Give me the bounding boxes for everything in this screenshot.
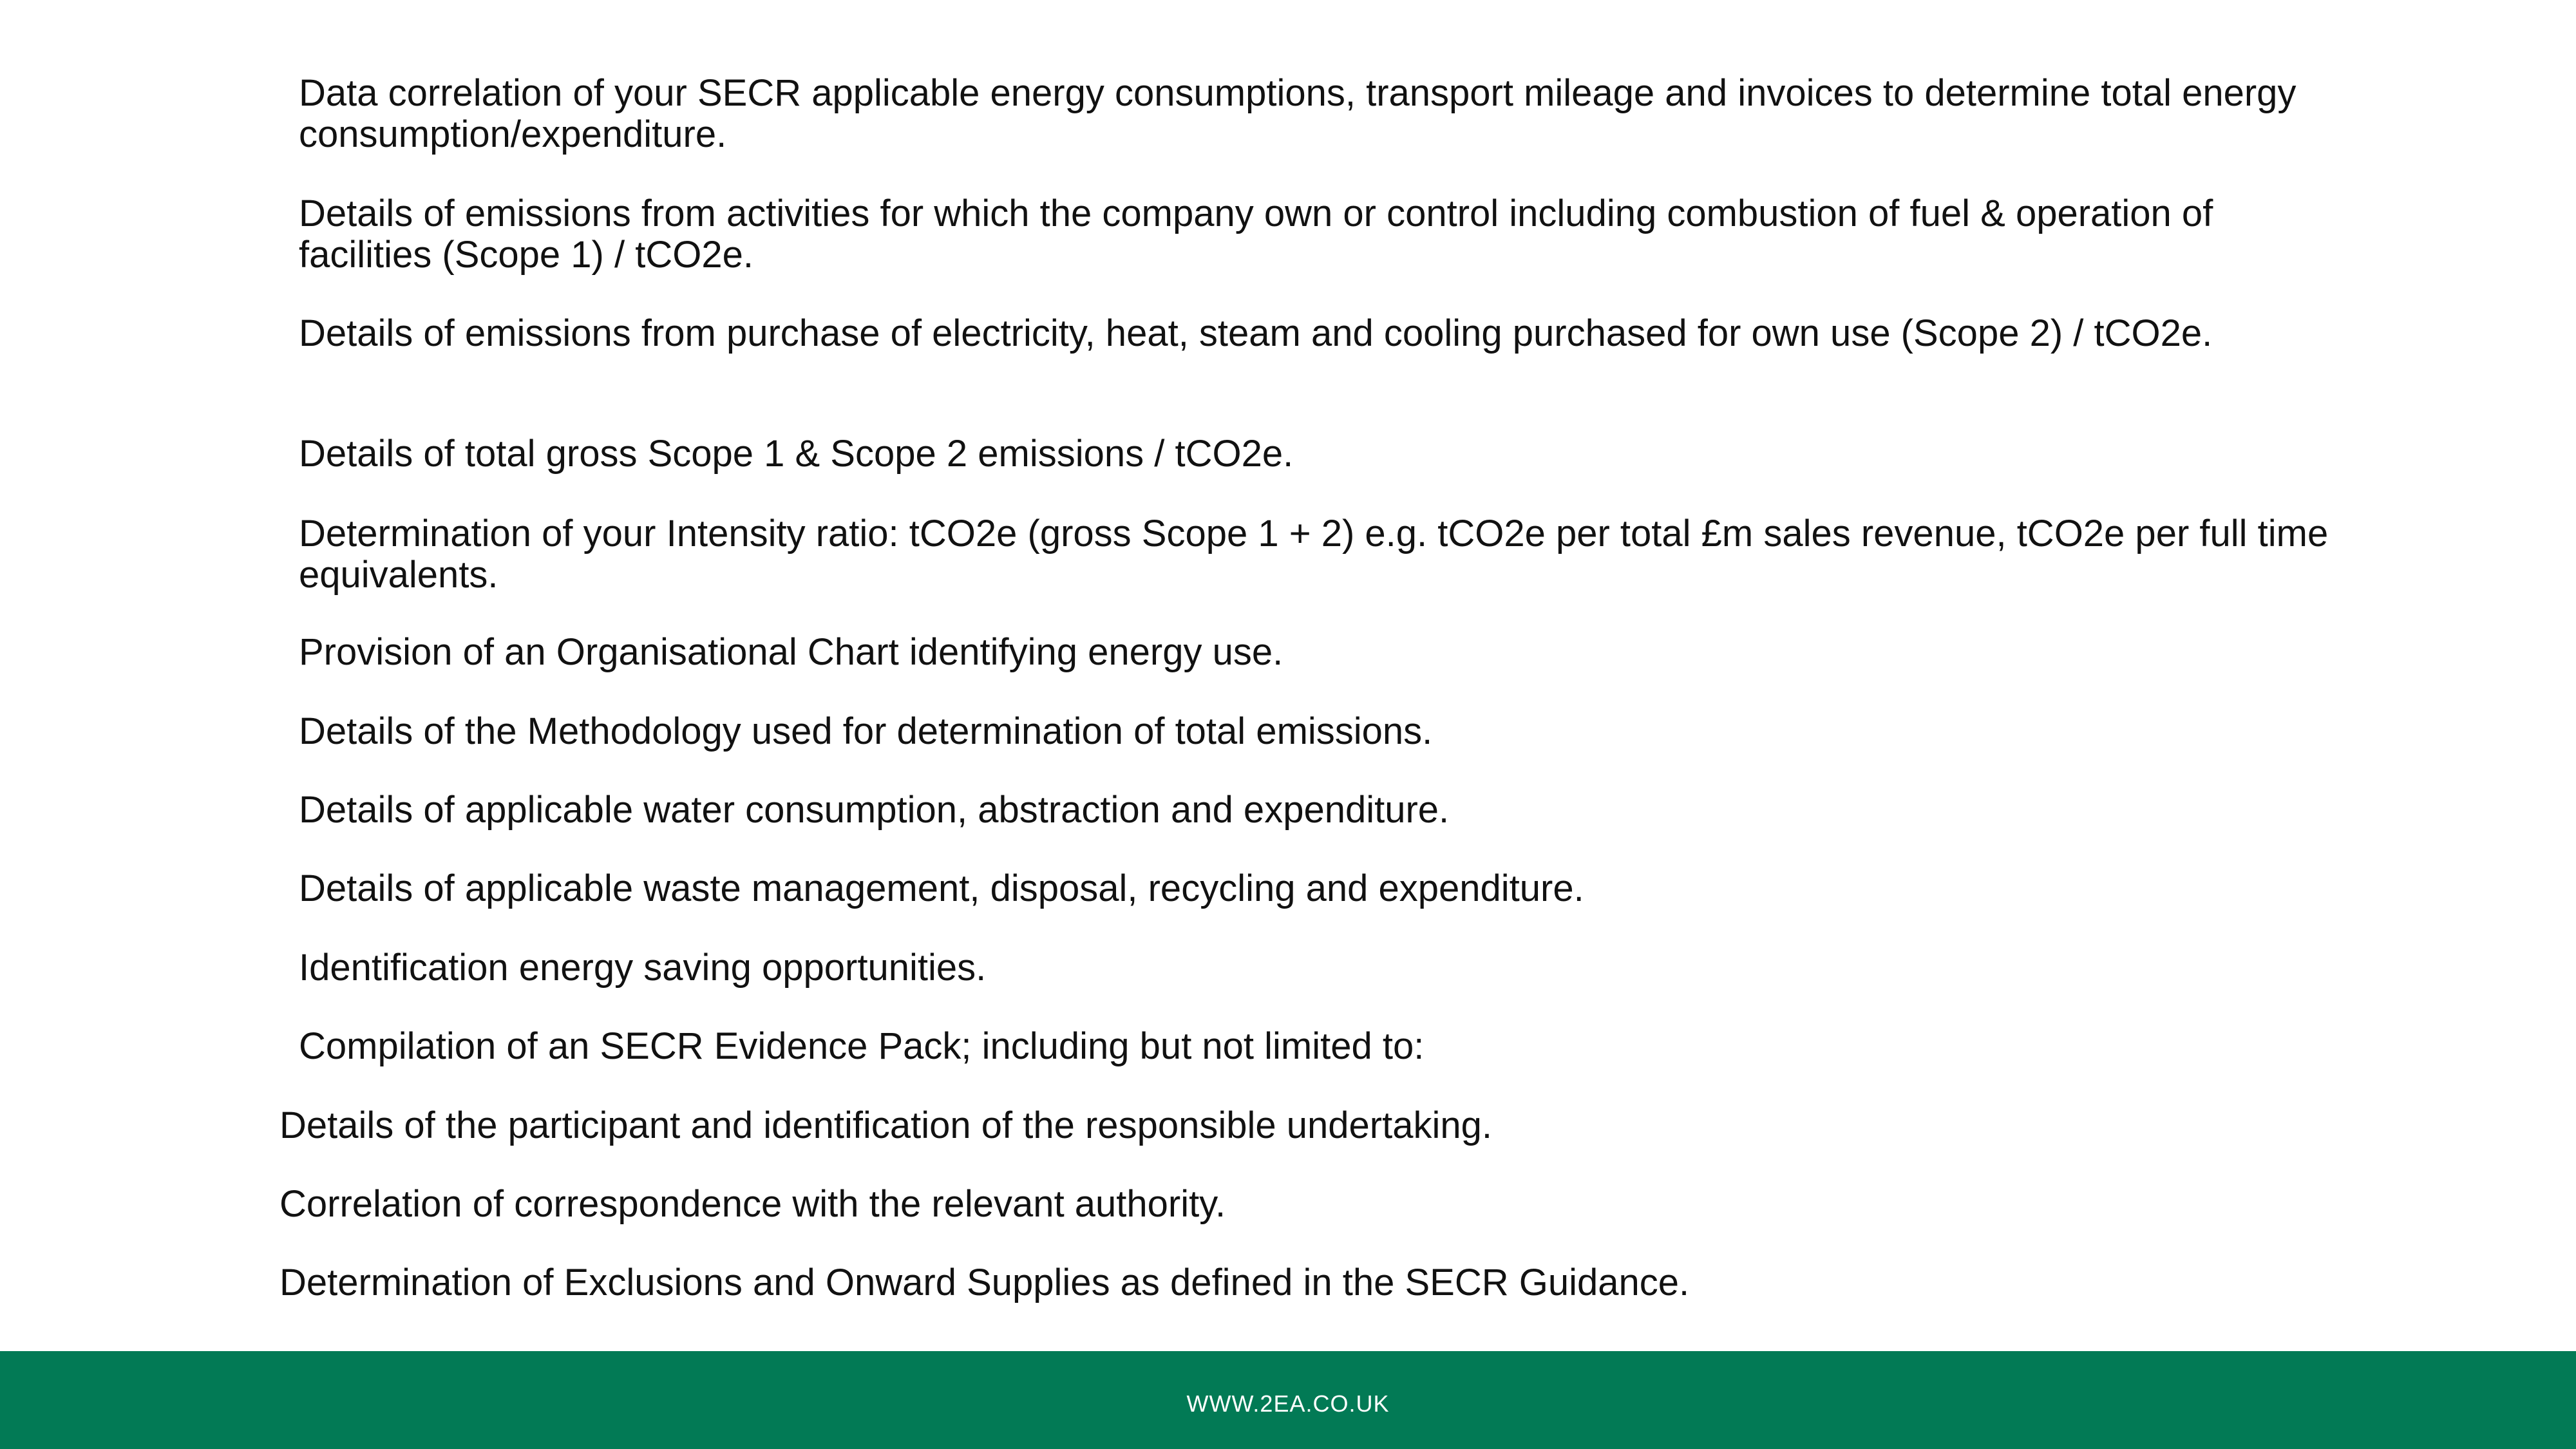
list-item-data-correlation: Data correlation of your SECR applicable energy consumptions, transport mileage and invoices to determine total energy consumption/expenditure. [299,72,2297,155]
list-item-intensity-ratio: Determination of your Intensity ratio: tCO2e (gross Scope 1 + 2) e.g. tCO2e per total £m sales revenue, tCO2e per full time equivalents. [299,513,2329,596]
footer-website-link[interactable]: WWW.2EA.CO.UK [1186,1390,1390,1417]
list-item-scope-2-emissions: Details of emissions from purchase of electricity, heat, steam and cooling purchased for own use (Scope 2) / tCO2e. [299,312,2213,354]
list-item-water-consumption: Details of applicable water consumption, abstraction and expenditure. [299,789,1450,831]
list-item-energy-saving: Identification energy saving opportunities. [299,947,987,989]
list-item-methodology: Details of the Methodology used for determination of total emissions. [299,710,1433,752]
list-item-total-gross-emissions: Details of total gross Scope 1 & Scope 2 emissions / tCO2e. [299,433,1294,475]
list-item-evidence-pack: Compilation of an SECR Evidence Pack; including but not limited to: [299,1025,1425,1067]
list-item-scope-1-emissions: Details of emissions from activities for which the company own or control including combustion of fuel & operation of facilities (Scope 1) / tCO2e. [299,193,2213,276]
sub-item-exclusions: Determination of Exclusions and Onward Supplies as defined in the SECR Guidance. [279,1262,1690,1303]
list-item-waste-management: Details of applicable waste management, disposal, recycling and expenditure. [299,867,1584,909]
sub-item-correspondence: Correlation of correspondence with the relevant authority. [279,1183,1226,1225]
sub-item-participant-details: Details of the participant and identification of the responsible undertaking. [279,1104,1492,1146]
list-item-organisational-chart: Provision of an Organisational Chart identifying energy use. [299,631,1283,673]
